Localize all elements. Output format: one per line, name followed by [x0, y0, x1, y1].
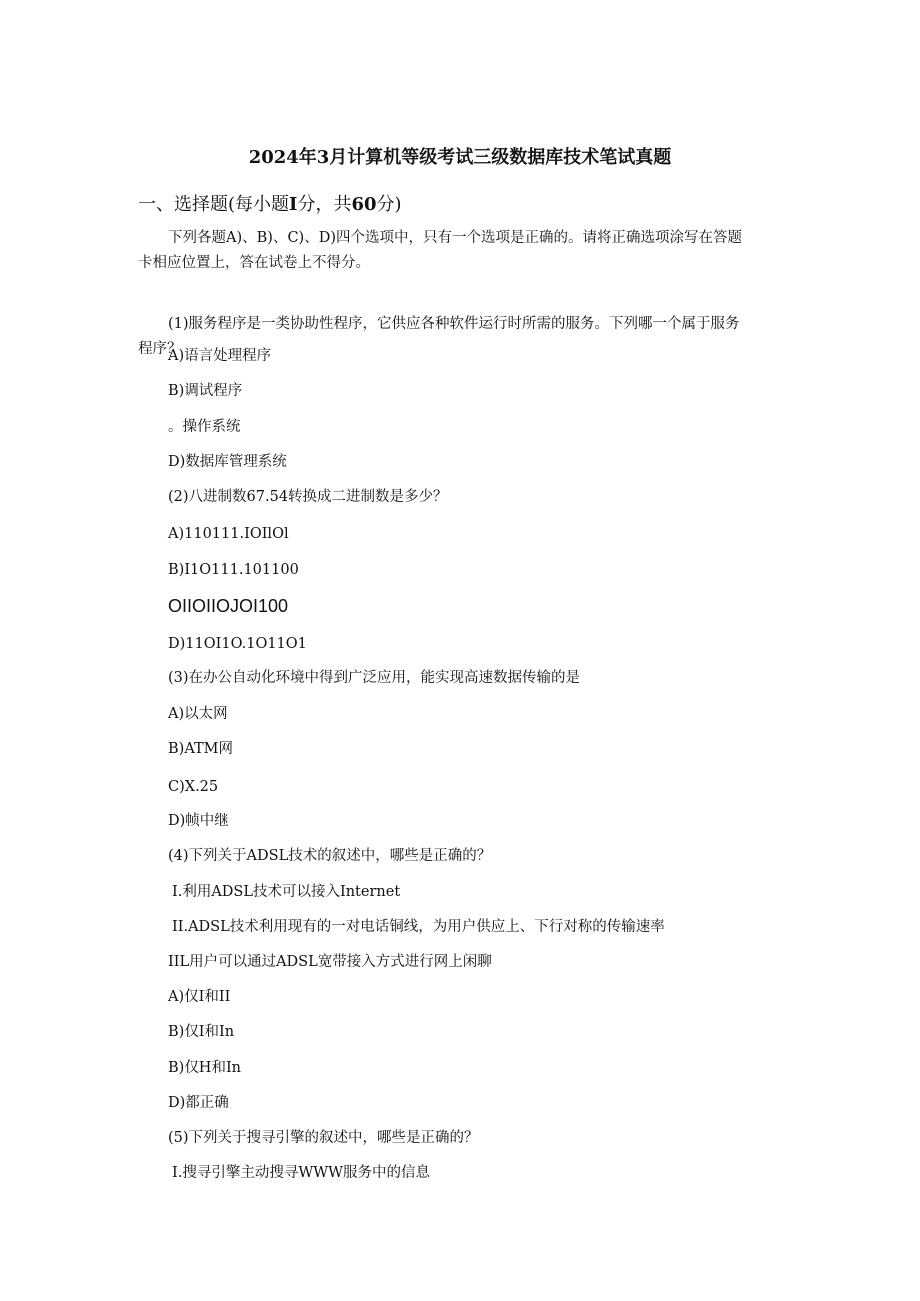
- section-heading-total-score: 60: [351, 194, 377, 215]
- section-heading-suffix: 分): [376, 194, 402, 215]
- question-2-stem: (2)八进制数67.54转换成二进制数是多少？: [168, 489, 448, 505]
- question-3-stem: (3)在办公自动化环境中得到广泛应用，能实现高速数据传输的是: [168, 670, 581, 686]
- document-title: 2024年3月计算机等级考试三级数据库技术笔试真题: [248, 147, 672, 168]
- question-4-statement-1: I.利用ADSL技术可以接入Internet: [172, 884, 401, 900]
- question-4-option-b: B)仅I和In: [168, 1024, 235, 1040]
- question-3-option-d: D)帧中继: [168, 813, 229, 829]
- question-4-statement-3: IIL用户可以通过ADSL宽带接入方式进行网上闲聊: [168, 954, 492, 970]
- question-5-statement-1: I.搜寻引擎主动搜寻WWW服务中的信息: [172, 1165, 431, 1181]
- question-2-option-d: D)11OI1O.1O11O1: [168, 636, 307, 652]
- question-3-option-a: A)以太网: [168, 706, 228, 722]
- section-heading-middle: 分，共: [297, 194, 352, 215]
- question-4-statement-2: II.ADSL技术利用现有的一对电话铜线，为用户供应上、下行对称的传输速率: [172, 919, 665, 935]
- question-1-stem: (1)服务程序是一类协助性程序，它供应各种软件运行时所需的服务。下列哪一个属于服务程序？: [138, 316, 740, 357]
- section-heading-prefix: 一、选择题(每小题: [138, 194, 290, 215]
- question-4-option-d: D)都正确: [168, 1095, 229, 1111]
- question-4-stem: (4)下列关于ADSL技术的叙述中，哪些是正确的？: [168, 848, 492, 864]
- question-1-option-a: A)语言处理程序: [168, 348, 272, 364]
- question-1-option-d: D)数据库管理系统: [168, 454, 287, 470]
- question-4-option-a: A)仅I和II: [168, 989, 231, 1005]
- question-2-option-c: OIIOIIOJOI100: [168, 596, 289, 616]
- question-1-option-c: 。操作系统: [168, 419, 241, 435]
- section-heading-score-per-item: I: [289, 194, 298, 215]
- instructions-paragraph: 下列各题A)、B)、C)、D)四个选项中，只有一个选项是正确的。请将正确选项涂写在答题卡相应位置上，答在试卷上不得分。: [138, 230, 742, 271]
- section-heading: [138, 190, 402, 216]
- question-2-option-a: A)110111.IOIlOl: [168, 526, 289, 542]
- question-3-option-c: C)X.25: [168, 779, 219, 795]
- question-1-option-b: B)调试程序: [168, 383, 243, 399]
- question-4-option-c: B)仅H和In: [168, 1060, 242, 1076]
- question-3-option-b: B)ATM网: [168, 741, 234, 757]
- question-5-stem: (5)下列关于搜寻引擎的叙述中，哪些是正确的？: [168, 1130, 479, 1146]
- question-2-option-b: B)I1O111.101100: [168, 562, 299, 578]
